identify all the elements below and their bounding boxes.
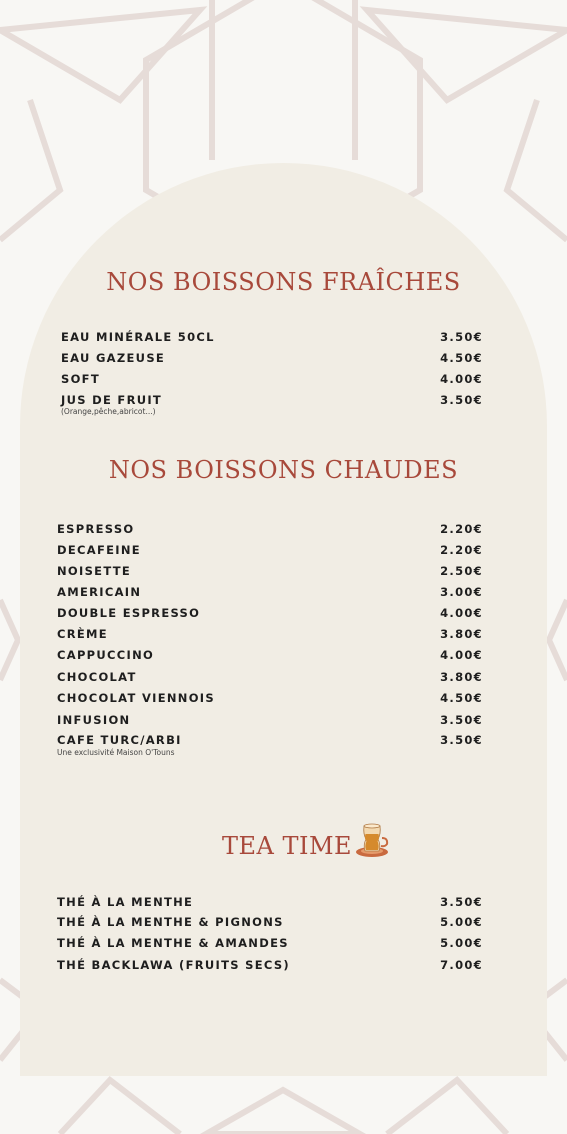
item-price: 5.00€ <box>440 915 483 929</box>
item-name: DECAFEINE <box>57 543 141 557</box>
item-price: 3.50€ <box>440 393 483 407</box>
menu-item <box>57 648 483 666</box>
menu-item <box>57 522 483 540</box>
section-title-cold: NOS BOISSONS FRAÎCHES <box>106 268 461 296</box>
item-name: AMERICAIN <box>57 585 142 599</box>
menu-item <box>57 915 483 933</box>
item-name: NOISETTE <box>57 564 132 578</box>
item-name: DOUBLE ESPRESSO <box>57 606 201 620</box>
item-name: CAPPUCCINO <box>57 648 155 662</box>
section-title-hot: NOS BOISSONS CHAUDES <box>108 456 459 484</box>
item-price: 4.50€ <box>440 691 483 705</box>
menu-item <box>61 330 483 348</box>
item-name: CAFE TURC/ARBI <box>57 733 182 747</box>
item-note: Une exclusivité Maison O'Touns <box>57 748 175 757</box>
item-name: EAU MINÉRALE 50CL <box>61 330 215 344</box>
item-price: 3.50€ <box>440 733 483 747</box>
menu-item <box>61 351 483 369</box>
item-price: 4.50€ <box>440 351 483 365</box>
menu-item <box>57 895 483 913</box>
item-name: INFUSION <box>57 713 131 727</box>
item-price: 4.00€ <box>440 372 483 386</box>
menu-item <box>57 627 483 645</box>
menu-item <box>57 585 483 603</box>
item-name: THÉ À LA MENTHE & AMANDES <box>57 936 289 950</box>
item-name: CRÈME <box>57 627 108 641</box>
item-price: 3.00€ <box>440 585 483 599</box>
item-price: 3.80€ <box>440 670 483 684</box>
menu-item <box>61 372 483 390</box>
item-price: 4.00€ <box>440 648 483 662</box>
item-name: THÉ BACKLAWA (FRUITS SECS) <box>57 958 290 972</box>
item-name: ESPRESSO <box>57 522 135 536</box>
item-price: 4.00€ <box>440 606 483 620</box>
menu-item <box>57 670 483 688</box>
item-name: CHOCOLAT VIENNOIS <box>57 691 215 705</box>
menu-item <box>57 606 483 624</box>
menu-item <box>57 543 483 561</box>
item-name: EAU GAZEUSE <box>61 351 166 365</box>
tea-glass-icon <box>354 820 392 860</box>
item-price: 3.80€ <box>440 627 483 641</box>
item-name: CHOCOLAT <box>57 670 137 684</box>
item-price: 5.00€ <box>440 936 483 950</box>
item-price: 2.20€ <box>440 543 483 557</box>
item-name: SOFT <box>61 372 100 386</box>
menu-item <box>57 958 483 976</box>
menu-item <box>57 564 483 582</box>
section-title-tea: TEA TIME <box>222 832 353 860</box>
item-price: 3.50€ <box>440 895 483 909</box>
item-name: JUS DE FRUIT <box>61 393 163 407</box>
item-price: 2.20€ <box>440 522 483 536</box>
item-price: 3.50€ <box>440 713 483 727</box>
menu-item <box>57 936 483 954</box>
item-price: 3.50€ <box>440 330 483 344</box>
item-note: (Orange,pêche,abricot...) <box>61 407 156 416</box>
menu-item <box>57 691 483 709</box>
item-name: THÉ À LA MENTHE & PIGNONS <box>57 915 284 929</box>
item-name: THÉ À LA MENTHE <box>57 895 194 909</box>
menu-item <box>57 713 483 731</box>
item-price: 2.50€ <box>440 564 483 578</box>
item-price: 7.00€ <box>440 958 483 972</box>
